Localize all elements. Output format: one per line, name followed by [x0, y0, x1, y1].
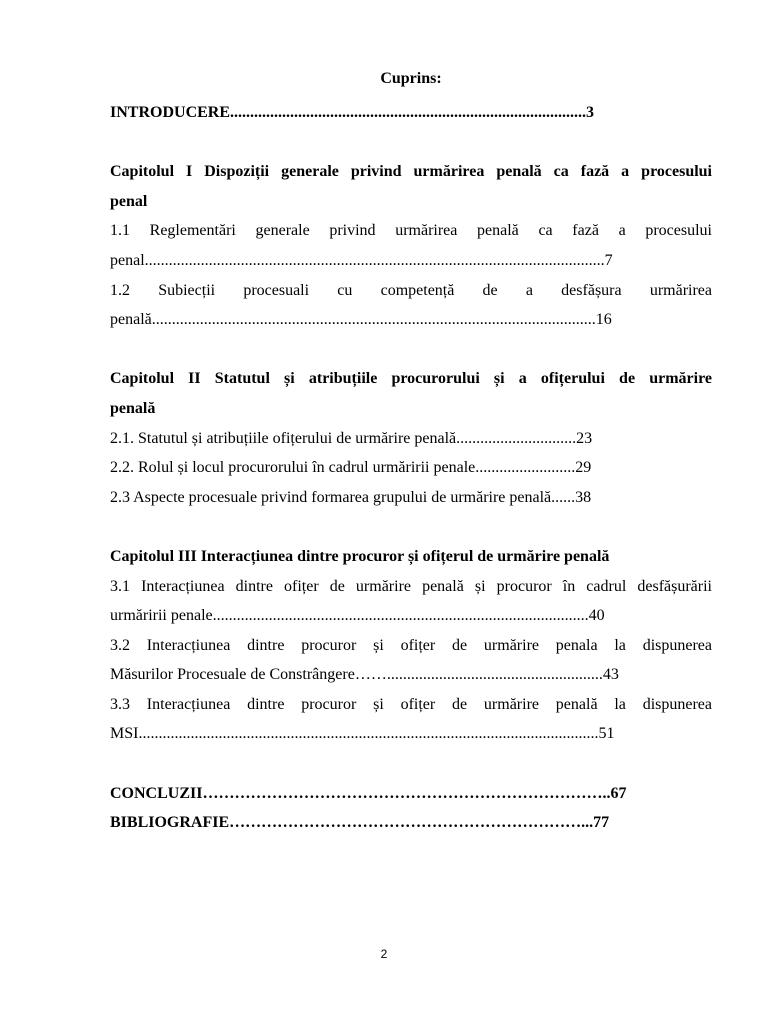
toc-entry-1-2-line1: 1.2 Subiecții procesuali cu competență de a desfășura urmărirea	[110, 281, 712, 299]
toc-entry-3-2-line1: 3.2 Interacțiunea dintre procuror și ofițer de urmărire penala la dispunerea	[110, 636, 712, 654]
toc-entry-3-2-line2: Măsurilor Procesuale de Constrângere……......................................................43	[110, 666, 619, 684]
toc-entry-3-1-line1: 3.1 Interacțiunea dintre ofițer de urmărire penală și procuror în cadrul desfășurării	[110, 577, 712, 595]
toc-entry-3-3-line1: 3.3 Interacțiunea dintre procuror și ofițer de urmărire penală la dispunerea	[110, 695, 712, 713]
toc-entry-1-2-line2: penală...............................................................................................................16	[110, 311, 612, 329]
toc-entry-2-3: 2.3 Aspecte procesuale privind formarea grupului de urmărire penală......38	[110, 488, 592, 506]
toc-entry-3-3-line2: MSI...................................................................................................................51	[110, 725, 615, 743]
chapter-3	[110, 542, 712, 749]
toc-entry-concluzii: CONCLUZII…………………………………………………………………..67	[110, 784, 627, 802]
toc-entry-3-1-line2: urmăririi penale..............................................................................................40	[110, 607, 605, 625]
chapter-1	[110, 157, 712, 335]
chapter-1-title-line1: Capitolul I Dispoziții generale privind urmărirea penală ca fază a procesului	[110, 163, 712, 181]
toc-entry-2-1: 2.1. Statutul și atribuțiile ofițerului de urmărire penală..............................23	[110, 429, 593, 447]
chapter-2	[110, 364, 712, 512]
toc-title: Cuprins:	[380, 70, 442, 87]
toc-entry-bibliografie: BIBLIOGRAFIE…………………………………………………………...77	[110, 814, 610, 832]
spacer	[110, 128, 712, 158]
chapter-2-title-line1: Capitolul II Statutul și atribuțiile procurorului și a ofițerului de urmărire	[110, 370, 712, 388]
spacer	[110, 335, 712, 365]
toc-entry-introducere: INTRODUCERE.........................................................................................3	[110, 104, 595, 121]
chapter-2-title-line2: penală	[110, 399, 156, 417]
toc-entry-1-1-line1: 1.1 Reglementări generale privind urmărirea penală ca fază a procesului	[110, 222, 712, 240]
page-number: 2	[380, 947, 388, 961]
spacer	[110, 512, 712, 542]
chapter-1-title-line2: penal	[110, 192, 148, 210]
chapter-3-title: Capitolul III Interacțiunea dintre procuror și ofițerul de urmărire penală	[110, 547, 610, 565]
spacer	[110, 749, 712, 779]
toc-entry-2-2: 2.2. Rolul și locul procurorului în cadrul urmăririi penale.........................29	[110, 459, 592, 477]
toc-entry-1-1-line2: penal...................................................................................................................7	[110, 251, 613, 269]
table-of-contents	[110, 68, 712, 838]
